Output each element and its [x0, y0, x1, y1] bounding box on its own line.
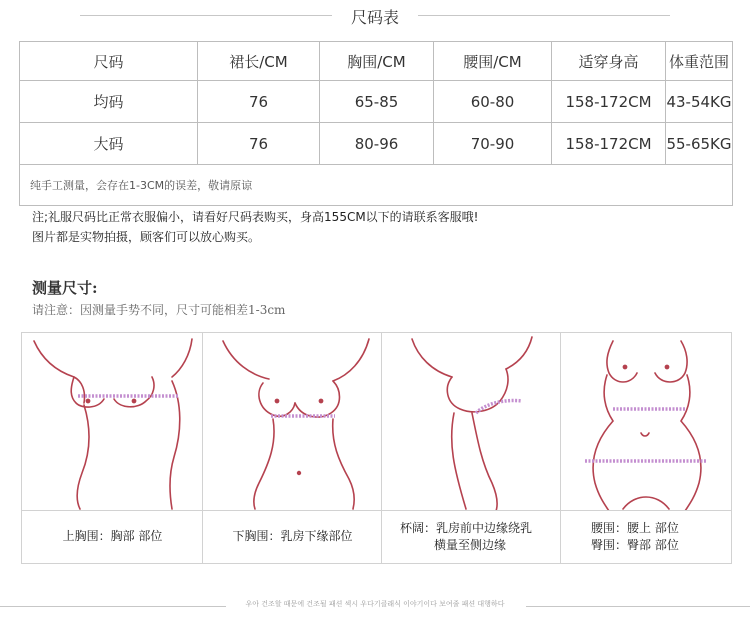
- caption-under-bust: [202, 510, 383, 564]
- table-cell: 55-65KG: [666, 123, 733, 165]
- note-line: 图片都是实物拍摄，顾客们可以放心购买。: [32, 230, 261, 244]
- table-cell: 60-80: [434, 81, 552, 123]
- table-cell: 76: [198, 123, 320, 165]
- note-line: 注;礼服尺码比正常衣服偏小，请看好尺码表购买，身高155CM以下的请联系客服哦!: [32, 210, 479, 224]
- table-note-row: [20, 165, 733, 206]
- figure-panel-waist-hip: [560, 332, 732, 512]
- header-rule-right: [418, 15, 670, 16]
- upper-bust-figure-icon: [22, 333, 203, 511]
- header-cell: 胸围/CM: [320, 42, 434, 81]
- footer-rule-right: [526, 606, 750, 607]
- footer-text: 우아 건조할 때문에 건조될 패션 섹시 우다기클래식 이야기이다 보여줄 패션 대행하다: [245, 600, 505, 608]
- waist-hip-figure-icon: [561, 333, 731, 511]
- table-cell: 80-96: [320, 123, 434, 165]
- table-cell: 76: [198, 81, 320, 123]
- table-cell: 65-85: [320, 81, 434, 123]
- table-row: [20, 123, 733, 165]
- table-header-row: [20, 42, 733, 81]
- figure-panel-under-bust: [202, 332, 383, 512]
- footer-rule-left: [0, 606, 226, 607]
- figure-panel-cup: [381, 332, 562, 512]
- cup-measure-figure-icon: [382, 333, 561, 511]
- caption-line: 上胸围：胸部 部位: [62, 529, 163, 543]
- sizing-notes: [32, 207, 732, 247]
- page-title: 尺码表: [350, 8, 399, 27]
- measure-title: 测量尺寸:: [32, 279, 98, 297]
- measurement-error-note: 纯手工测量，会存在1-3CM的误差，敬请原谅: [20, 165, 733, 206]
- table-cell: 大码: [20, 123, 198, 165]
- header-cell: 尺码: [20, 42, 198, 81]
- caption-line: 下胸围：乳房下缘部位: [232, 529, 353, 543]
- figure-panel-upper-bust: [21, 332, 204, 512]
- header-cell: 适穿身高: [552, 42, 666, 81]
- measure-subtitle: 请注意：因测量手势不同，尺寸可能相差1-3cm: [32, 303, 286, 317]
- caption-line: 杯阔：乳房前中边缘绕乳: [400, 521, 533, 535]
- table-row: [20, 81, 733, 123]
- caption-cup: [381, 510, 562, 564]
- under-bust-figure-icon: [203, 333, 382, 511]
- caption-line: 臀围：臀部 部位: [591, 538, 679, 552]
- caption-line: 横量至侧边缘: [434, 538, 507, 552]
- table-cell: 158-172CM: [552, 81, 666, 123]
- caption-waist-hip: [560, 510, 732, 564]
- size-table: [19, 41, 733, 206]
- table-cell: 均码: [20, 81, 198, 123]
- header-cell: 腰围/CM: [434, 42, 552, 81]
- caption-upper-bust: [21, 510, 204, 564]
- header-cell: 体重范围: [666, 42, 733, 81]
- table-cell: 70-90: [434, 123, 552, 165]
- table-cell: 43-54KG: [666, 81, 733, 123]
- caption-line: 腰围：腰上 部位: [591, 521, 679, 535]
- header-cell: 裙长/CM: [198, 42, 320, 81]
- table-cell: 158-172CM: [552, 123, 666, 165]
- header-rule-left: [80, 15, 332, 16]
